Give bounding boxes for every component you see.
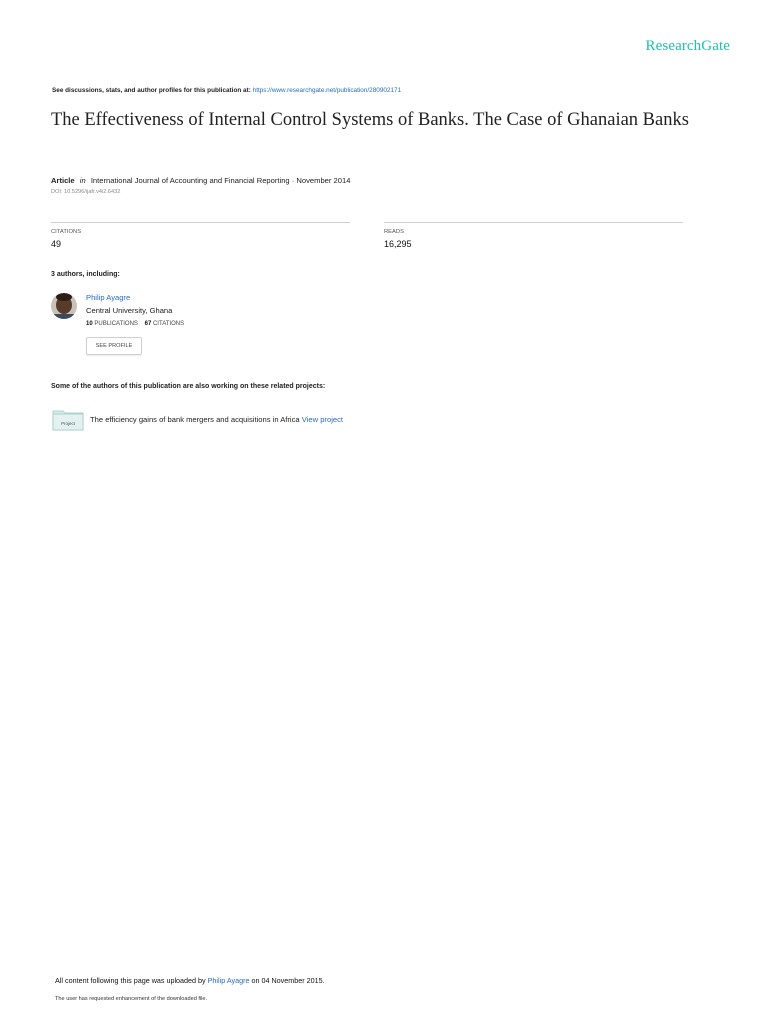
- see-profile-button[interactable]: SEE PROFILE: [86, 337, 142, 355]
- author-publications-label: PUBLICATIONS: [94, 321, 138, 327]
- project-item: [90, 415, 343, 424]
- publication-meta: [51, 176, 350, 185]
- uploader-link[interactable]: Philip Ayagre: [207, 976, 250, 985]
- researchgate-logo[interactable]: ResearchGate: [645, 38, 730, 54]
- reads-label: READS: [384, 229, 404, 235]
- doi: DOI: 10.5296/ijafr.v4i2.6432: [51, 189, 121, 195]
- discussion-prefix: See discussions, stats, and author profiles for this publication at:: [52, 87, 251, 94]
- publication-url-link[interactable]: https://www.researchgate.net/publication/280902171: [252, 87, 402, 94]
- author-name-link[interactable]: Philip Ayagre: [86, 293, 131, 302]
- author-publications-count: 10: [86, 321, 93, 327]
- publication-type: Article: [51, 176, 75, 185]
- author-institution[interactable]: Central University, Ghana: [86, 306, 173, 315]
- view-project-link[interactable]: View project: [301, 415, 344, 424]
- projects-heading: Some of the authors of this publication are also working on these related projects:: [51, 383, 326, 390]
- citations-divider: [51, 222, 350, 223]
- author-citations-count: 67: [144, 321, 152, 327]
- project-icon-label: Project: [60, 421, 76, 426]
- folder-shape: [52, 408, 84, 431]
- discussion-line: [52, 87, 401, 94]
- enhancement-note: The user has requested enhancement of the downloaded file.: [55, 996, 208, 1002]
- publication-title: The Effectiveness of Internal Control Systems of Banks. The Case of Ghanaian Banks: [51, 110, 689, 130]
- upload-info: [55, 976, 325, 985]
- citations-value: 49: [51, 239, 62, 249]
- author-avatar[interactable]: [51, 293, 77, 319]
- citations-label: CITATIONS: [51, 229, 82, 235]
- project-folder-icon[interactable]: [52, 408, 84, 431]
- project-title: The efficiency gains of bank mergers and acquisitions in Africa: [90, 415, 300, 424]
- in-word: in: [79, 176, 86, 185]
- reads-value: 16,295: [384, 239, 412, 249]
- journal-info[interactable]: International Journal of Accounting and Financial Reporting · November 2014: [90, 176, 351, 185]
- author-citations-label: CITATIONS: [152, 321, 185, 327]
- author-stats: [86, 321, 184, 327]
- upload-suffix: on 04 November 2015.: [251, 976, 325, 985]
- upload-prefix: All content following this page was uploaded by: [55, 976, 206, 985]
- avatar-image: [51, 293, 77, 319]
- authors-heading: 3 authors, including:: [51, 271, 120, 278]
- reads-divider: [384, 222, 683, 223]
